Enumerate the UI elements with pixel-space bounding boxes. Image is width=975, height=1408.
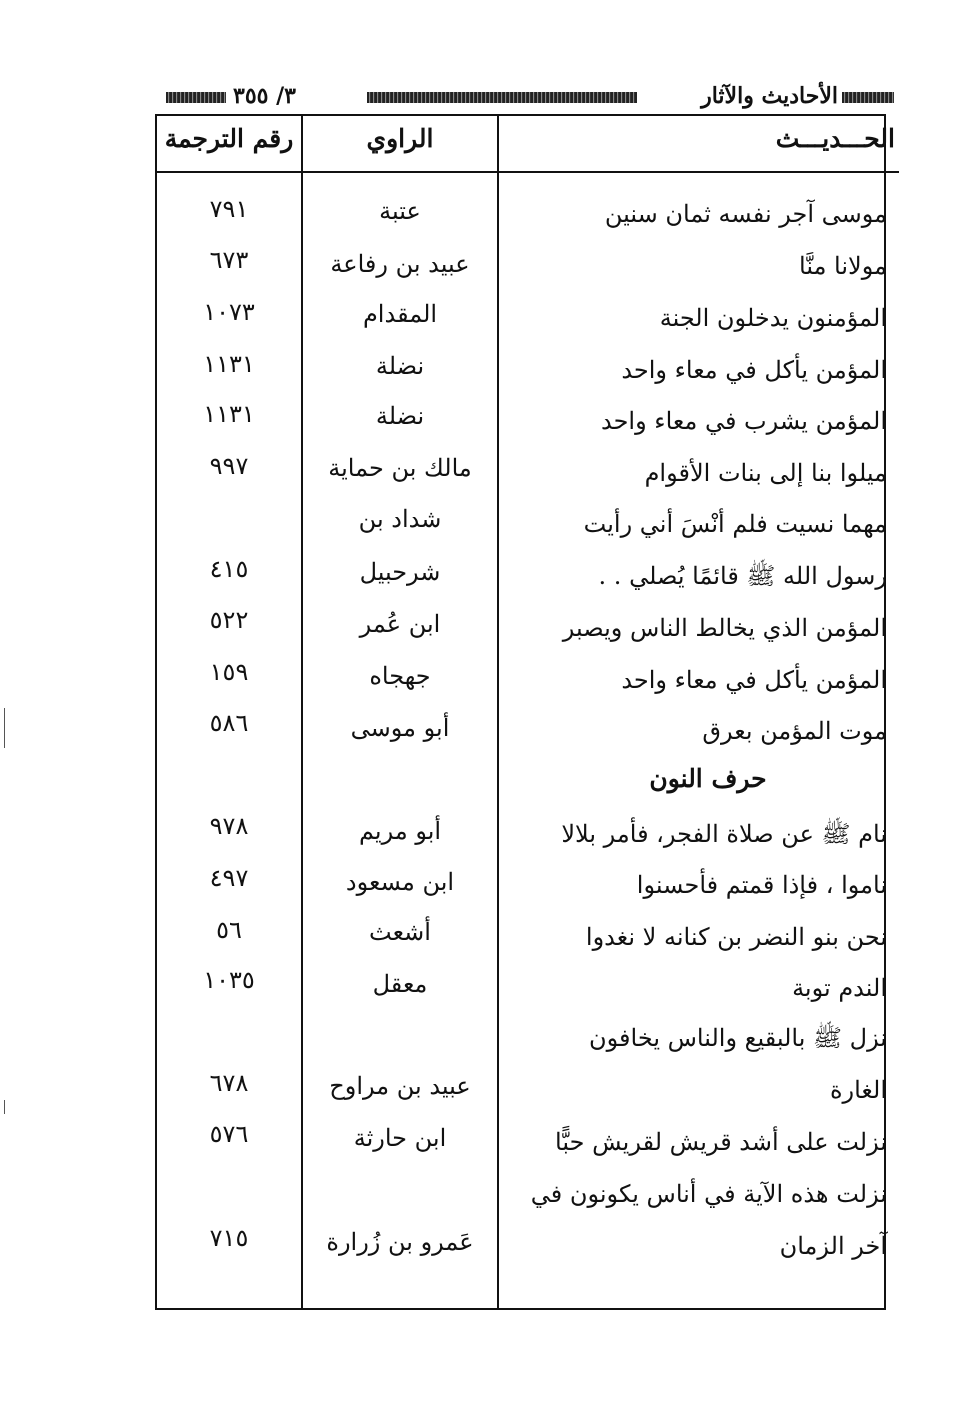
hadith-text: المؤمن يأكل في معاء واحد (621, 666, 887, 694)
translation-number: ٥٢٢ (209, 606, 249, 634)
translation-number: ٥٧٦ (209, 1120, 249, 1148)
translation-number: ٧١٥ (209, 1224, 249, 1252)
header-ornament-middle (367, 92, 637, 103)
rawi-name: جهجاه (369, 662, 431, 690)
running-header (158, 83, 894, 113)
hadith-text: نام ﷺ عن صلاة الفجر، فأمر بلالا (561, 820, 887, 848)
column-header-hadith: الحـــديـــث (775, 124, 895, 153)
hadith-text: ناموا ، فإذا قمتم فأحسنوا (636, 871, 887, 899)
hadith-text: موت المؤمن بعرق (702, 717, 887, 745)
header-page-number: ٣/ ٣٥٥ (233, 83, 296, 109)
rawi-name: المقدام (362, 300, 438, 328)
translation-number: ١١٣١ (203, 400, 255, 428)
translation-number: ١٥٩ (209, 658, 249, 686)
header-title: الأحاديث والآثار (701, 83, 838, 109)
translation-number: ٦٧٨ (209, 1069, 249, 1097)
translation-number: ١٠٣٥ (203, 966, 255, 994)
rawi-name: عبيد بن رفاعة (330, 250, 470, 278)
translation-number: ٥٦ (216, 916, 242, 944)
translation-number: ٧٩١ (209, 195, 249, 223)
hadith-text: نزلت هذه الآية في أناس يكونون في (530, 1180, 887, 1208)
section-heading: حرف النون (649, 764, 767, 793)
hadith-text: ميلوا بنا إلى بنات الأقوام (644, 459, 887, 487)
rawi-name: ابن حارثة (353, 1124, 447, 1152)
rawi-name: عتبة (379, 197, 421, 225)
translation-number: ٩٩٧ (209, 452, 249, 480)
hadith-text-continued: رسول الله ﷺ قائمًا يُصلي . . (598, 562, 887, 590)
translation-number: ٥٨٦ (209, 709, 249, 737)
translation-number: ٩٧٨ (209, 812, 249, 840)
rawi-name: أشعث (369, 918, 431, 946)
rawi-name: معقل (372, 970, 428, 998)
hadith-text: نحن بنو النضر بن كنانه لا نغدوا (585, 923, 887, 951)
rawi-name: نضلة (375, 352, 425, 380)
rawi-name: أبو مريم (358, 817, 442, 845)
column-divider-right (497, 114, 499, 1310)
hadith-text: المؤمن الذي يخالط الناس ويصبر (562, 614, 887, 642)
rawi-name: أبو موسى (350, 714, 450, 742)
rawi-name: عبيد بن مراوح (329, 1072, 471, 1100)
hadith-text: الندم توبة (792, 974, 887, 1002)
hadith-text: نزل ﷺ بالبقيع والناس يخافون (589, 1024, 887, 1052)
scan-artifact-line (4, 708, 5, 748)
header-row-divider (155, 171, 899, 173)
translation-number: ٦٧٣ (209, 246, 249, 274)
hadith-text-continued: الغارة (829, 1076, 887, 1104)
header-ornament-right (842, 92, 894, 103)
rawi-name: شداد بن (358, 505, 442, 533)
rawi-name-continued: شرحبيل (359, 558, 441, 586)
hadith-text-continued: آخر الزمان (779, 1232, 887, 1260)
translation-number: ١٠٧٣ (203, 298, 255, 326)
translation-number: ٤٩٧ (209, 864, 249, 892)
header-ornament-left (166, 92, 226, 103)
hadith-text: مهما نسيت فلم أنْسَ أني رأيت (583, 510, 887, 538)
rawi-name: مالك بن حماية (328, 454, 472, 482)
hadith-text: مولانا منَّا (799, 252, 887, 280)
translation-number: ٤١٥ (209, 555, 249, 583)
rawi-name: ابن عُمر (359, 610, 441, 638)
scan-artifact-line (4, 1100, 5, 1114)
hadith-text: المؤمنون يدخلون الجنة (659, 304, 887, 332)
hadith-text: المؤمن يأكل في معاء واحد (621, 356, 887, 384)
rawi-name: ابن مسعود (345, 868, 455, 896)
column-header-number: رقم الترجمة (164, 124, 294, 153)
translation-number: ١١٣١ (203, 350, 255, 378)
hadith-text: موسى آجر نفسه ثمان سنين (604, 200, 887, 228)
column-header-rawi: الراوي (366, 124, 434, 153)
hadith-text: المؤمن يشرب في معاء واحد (600, 407, 887, 435)
hadith-text: نزلت على أشد قريش لقريش حبًّا (555, 1128, 887, 1156)
rawi-name: نضلة (375, 402, 425, 430)
rawi-name: عَمرو بن زُرارة (326, 1228, 474, 1256)
